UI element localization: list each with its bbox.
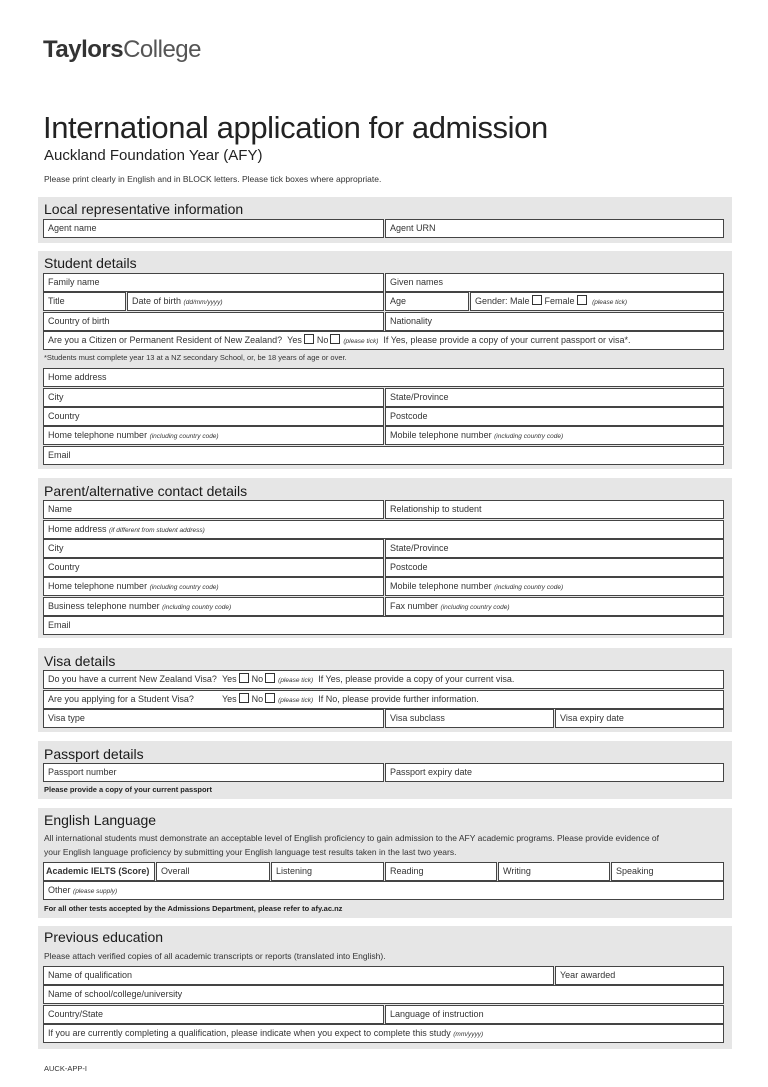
email-field[interactable]: Email <box>43 446 724 465</box>
parent-city-field[interactable]: City <box>43 539 384 558</box>
parent-home-telephone-field[interactable]: Home telephone number (including country code) <box>43 577 384 596</box>
page-subtitle: Auckland Foundation Year (AFY) <box>44 147 263 164</box>
agent-urn-field[interactable]: Agent URN <box>385 219 724 238</box>
citizen-question-row: Are you a Citizen or Permanent Resident of New Zealand? Yes No (please tick) If Yes, please provide a copy of your current passport or visa*. <box>43 331 724 350</box>
section-visa-details <box>38 648 732 732</box>
parent-email-field[interactable]: Email <box>43 616 724 635</box>
passport-number-field[interactable]: Passport number <box>43 763 384 782</box>
section-title: Passport details <box>44 746 144 762</box>
section-title: Parent/alternative contact details <box>44 483 248 499</box>
student-visa-yes-checkbox[interactable] <box>239 693 249 703</box>
age-requirement-note: *Students must complete year 13 at a NZ secondary School, or, be 18 years of age or over. <box>44 353 347 362</box>
section-student-details <box>38 251 732 469</box>
city-field[interactable]: City <box>43 388 384 407</box>
section-title: Local representative information <box>44 201 244 217</box>
parent-postcode-field[interactable]: Postcode <box>385 558 724 577</box>
section-parent-contact <box>38 478 732 638</box>
student-visa-question-row: Are you applying for a Student Visa? Yes No (please tick) If No, please provide further information. <box>43 690 724 709</box>
visa-expiry-field[interactable]: Visa expiry date <box>555 709 724 728</box>
current-visa-question-row: Do you have a current New Zealand Visa? Yes No (please tick) If Yes, please provide a copy of your current visa. <box>43 670 724 689</box>
ielts-speaking-field[interactable]: Speaking <box>611 862 724 881</box>
passport-expiry-field[interactable]: Passport expiry date <box>385 763 724 782</box>
form-code: AUCK-APP-I <box>44 1064 87 1073</box>
other-tests-field[interactable]: Other (please supply) <box>43 881 724 900</box>
section-english-language <box>38 808 732 918</box>
year-awarded-field[interactable]: Year awarded <box>555 966 724 985</box>
parent-mobile-telephone-field[interactable]: Mobile telephone number (including country code) <box>385 577 724 596</box>
page-title: International application for admission <box>43 110 548 145</box>
education-instruction: Please attach verified copies of all academic transcripts or reports (translated into English). <box>44 951 386 961</box>
age-field[interactable]: Age <box>385 292 469 311</box>
qualification-name-field[interactable]: Name of qualification <box>43 966 554 985</box>
section-local-representative <box>38 197 732 243</box>
visa-type-field[interactable]: Visa type <box>43 709 384 728</box>
section-title: English Language <box>44 812 157 828</box>
passport-note: Please provide a copy of your current passport <box>44 785 212 794</box>
english-requirement-text: All international students must demonstrate an acceptable level of English proficiency to gain admission to the AFY academic programs. Please provide evidence of your English language proficiency by submitting your English language test results taken in the last two years. <box>44 833 660 857</box>
parent-country-field[interactable]: Country <box>43 558 384 577</box>
business-telephone-field[interactable]: Business telephone number (including country code) <box>43 597 384 616</box>
student-visa-no-checkbox[interactable] <box>265 693 275 703</box>
country-of-birth-field[interactable]: Country of birth <box>43 312 384 331</box>
section-title: Previous education <box>44 929 164 945</box>
nationality-field[interactable]: Nationality <box>385 312 724 331</box>
family-name-field[interactable]: Family name <box>43 273 384 292</box>
postcode-field[interactable]: Postcode <box>385 407 724 426</box>
mobile-telephone-field[interactable]: Mobile telephone number (including country code) <box>385 426 724 445</box>
section-title: Student details <box>44 255 137 271</box>
home-address-field[interactable]: Home address <box>43 368 724 387</box>
ielts-reading-field[interactable]: Reading <box>385 862 497 881</box>
fax-number-field[interactable]: Fax number (including country code) <box>385 597 724 616</box>
ielts-label-cell: Academic IELTS (Score) <box>43 862 155 881</box>
parent-state-field[interactable]: State/Province <box>385 539 724 558</box>
parent-name-field[interactable]: Name <box>43 500 384 519</box>
citizen-no-checkbox[interactable] <box>330 334 340 344</box>
section-previous-education <box>38 926 732 1049</box>
title-field[interactable]: Title <box>43 292 126 311</box>
home-telephone-field[interactable]: Home telephone number (including country code) <box>43 426 384 445</box>
section-passport-details <box>38 741 732 799</box>
section-title: Visa details <box>44 653 116 669</box>
ielts-listening-field[interactable]: Listening <box>271 862 384 881</box>
other-tests-note: For all other tests accepted by the Admissions Department, please refer to afy.ac.nz <box>44 904 343 913</box>
parent-home-address-field[interactable]: Home address (if different from student address) <box>43 520 724 539</box>
expected-completion-field[interactable]: If you are currently completing a qualification, please indicate when you expect to complete this study (mm/yyyy) <box>43 1024 724 1043</box>
school-name-field[interactable]: Name of school/college/university <box>43 985 724 1004</box>
visa-subclass-field[interactable]: Visa subclass <box>385 709 554 728</box>
current-visa-yes-checkbox[interactable] <box>239 673 249 683</box>
gender-field[interactable]: Gender: Male Female (please tick) <box>470 292 724 311</box>
country-field[interactable]: Country <box>43 407 384 426</box>
instructions: Please print clearly in English and in BLOCK letters. Please tick boxes where appropriate. <box>44 174 382 184</box>
country-state-field[interactable]: Country/State <box>43 1005 384 1024</box>
language-of-instruction-field[interactable]: Language of instruction <box>385 1005 724 1024</box>
taylors-college-logo: TaylorsCollege <box>43 36 201 63</box>
agent-name-field[interactable]: Agent name <box>43 219 384 238</box>
male-checkbox[interactable] <box>532 295 542 305</box>
citizen-yes-checkbox[interactable] <box>304 334 314 344</box>
given-names-field[interactable]: Given names <box>385 273 724 292</box>
date-of-birth-field[interactable]: Date of birth (dd/mm/yyyy) <box>127 292 384 311</box>
ielts-writing-field[interactable]: Writing <box>498 862 610 881</box>
ielts-overall-field[interactable]: Overall <box>156 862 270 881</box>
relationship-field[interactable]: Relationship to student <box>385 500 724 519</box>
female-checkbox[interactable] <box>577 295 587 305</box>
current-visa-no-checkbox[interactable] <box>265 673 275 683</box>
state-province-field[interactable]: State/Province <box>385 388 724 407</box>
